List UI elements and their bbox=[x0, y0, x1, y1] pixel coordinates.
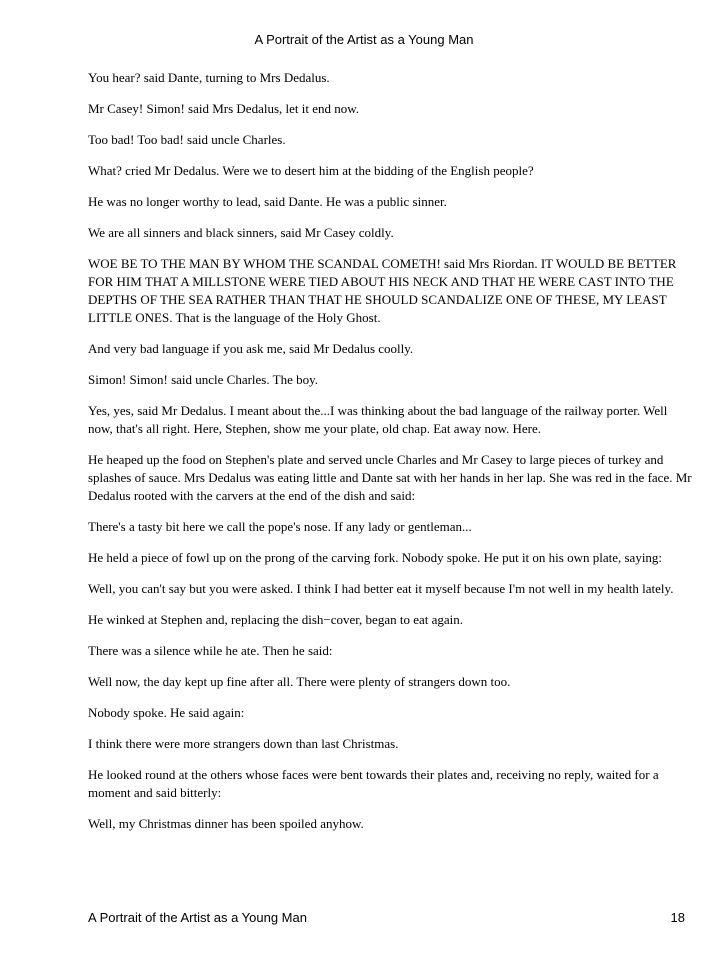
paragraph: I think there were more strangers down than last Christmas. bbox=[88, 736, 399, 751]
paragraph: He held a piece of fowl up on the prong of the carving fork. Nobody spoke. He put it on his own plate, saying: bbox=[88, 550, 663, 565]
paragraph: Mr Casey! Simon! said Mrs Dedalus, let it end now. bbox=[88, 101, 360, 116]
footer-title: A Portrait of the Artist as a Young Man bbox=[88, 910, 307, 925]
paragraph: Well, you can't say but you were asked. I think I had better eat it myself because I'm not well in my health lately. bbox=[88, 581, 674, 596]
page-body bbox=[88, 69, 692, 846]
paragraph: There's a tasty bit here we call the pope's nose. If any lady or gentleman... bbox=[88, 519, 472, 534]
running-footer bbox=[88, 910, 685, 926]
paragraph: He heaped up the food on Stephen's plate and served uncle Charles and Mr Casey to large pieces of turkey and splashes of sauce. Mrs Dedalus was eating little and Dante sat with her hands in her lap. She was red in the face. Mr Dedalus rooted with the carvers at the end of the dish and said: bbox=[88, 452, 692, 503]
paragraph: You hear? said Dante, turning to Mrs Dedalus. bbox=[88, 70, 330, 85]
paragraph: What? cried Mr Dedalus. Were we to desert him at the bidding of the English people? bbox=[88, 163, 534, 178]
page-number: 18 bbox=[670, 910, 685, 925]
paragraph: Too bad! Too bad! said uncle Charles. bbox=[88, 132, 286, 147]
header-title: A Portrait of the Artist as a Young Man bbox=[254, 32, 474, 47]
paragraph: There was a silence while he ate. Then he said: bbox=[88, 643, 333, 658]
paragraph: And very bad language if you ask me, said Mr Dedalus coolly. bbox=[88, 341, 414, 356]
paragraph: He was no longer worthy to lead, said Dante. He was a public sinner. bbox=[88, 194, 447, 209]
paragraph: Well, my Christmas dinner has been spoiled anyhow. bbox=[88, 816, 364, 831]
paragraph: We are all sinners and black sinners, said Mr Casey coldly. bbox=[88, 225, 394, 240]
paragraph: WOE BE TO THE MAN BY WHOM THE SCANDAL COMETH! said Mrs Riordan. IT WOULD BE BETTER FOR HIM THAT A MILLSTONE WERE TIED ABOUT HIS NECK AND THAT HE WERE CAST INTO THE DEPTHS OF THE SEA RATHER THAN THAT HE SHOULD SCANDALIZE ONE OF THESE, MY LEAST LITTLE ONES. That is the language of the Holy Ghost. bbox=[88, 256, 677, 325]
paragraph: He looked round at the others whose faces were bent towards their plates and, receiving no reply, waited for a moment and said bitterly: bbox=[88, 767, 659, 800]
paragraph: Yes, yes, said Mr Dedalus. I meant about the...I was thinking about the bad language of the railway porter. Well now, that's all right. Here, Stephen, show me your plate, old chap. Eat away now. Here. bbox=[88, 403, 668, 436]
paragraph: He winked at Stephen and, replacing the dish−cover, began to eat again. bbox=[88, 612, 464, 627]
paragraph: Nobody spoke. He said again: bbox=[88, 705, 245, 720]
paragraph: Simon! Simon! said uncle Charles. The boy. bbox=[88, 372, 319, 387]
running-header bbox=[0, 32, 728, 48]
paragraph: Well now, the day kept up fine after all. There were plenty of strangers down too. bbox=[88, 674, 511, 689]
